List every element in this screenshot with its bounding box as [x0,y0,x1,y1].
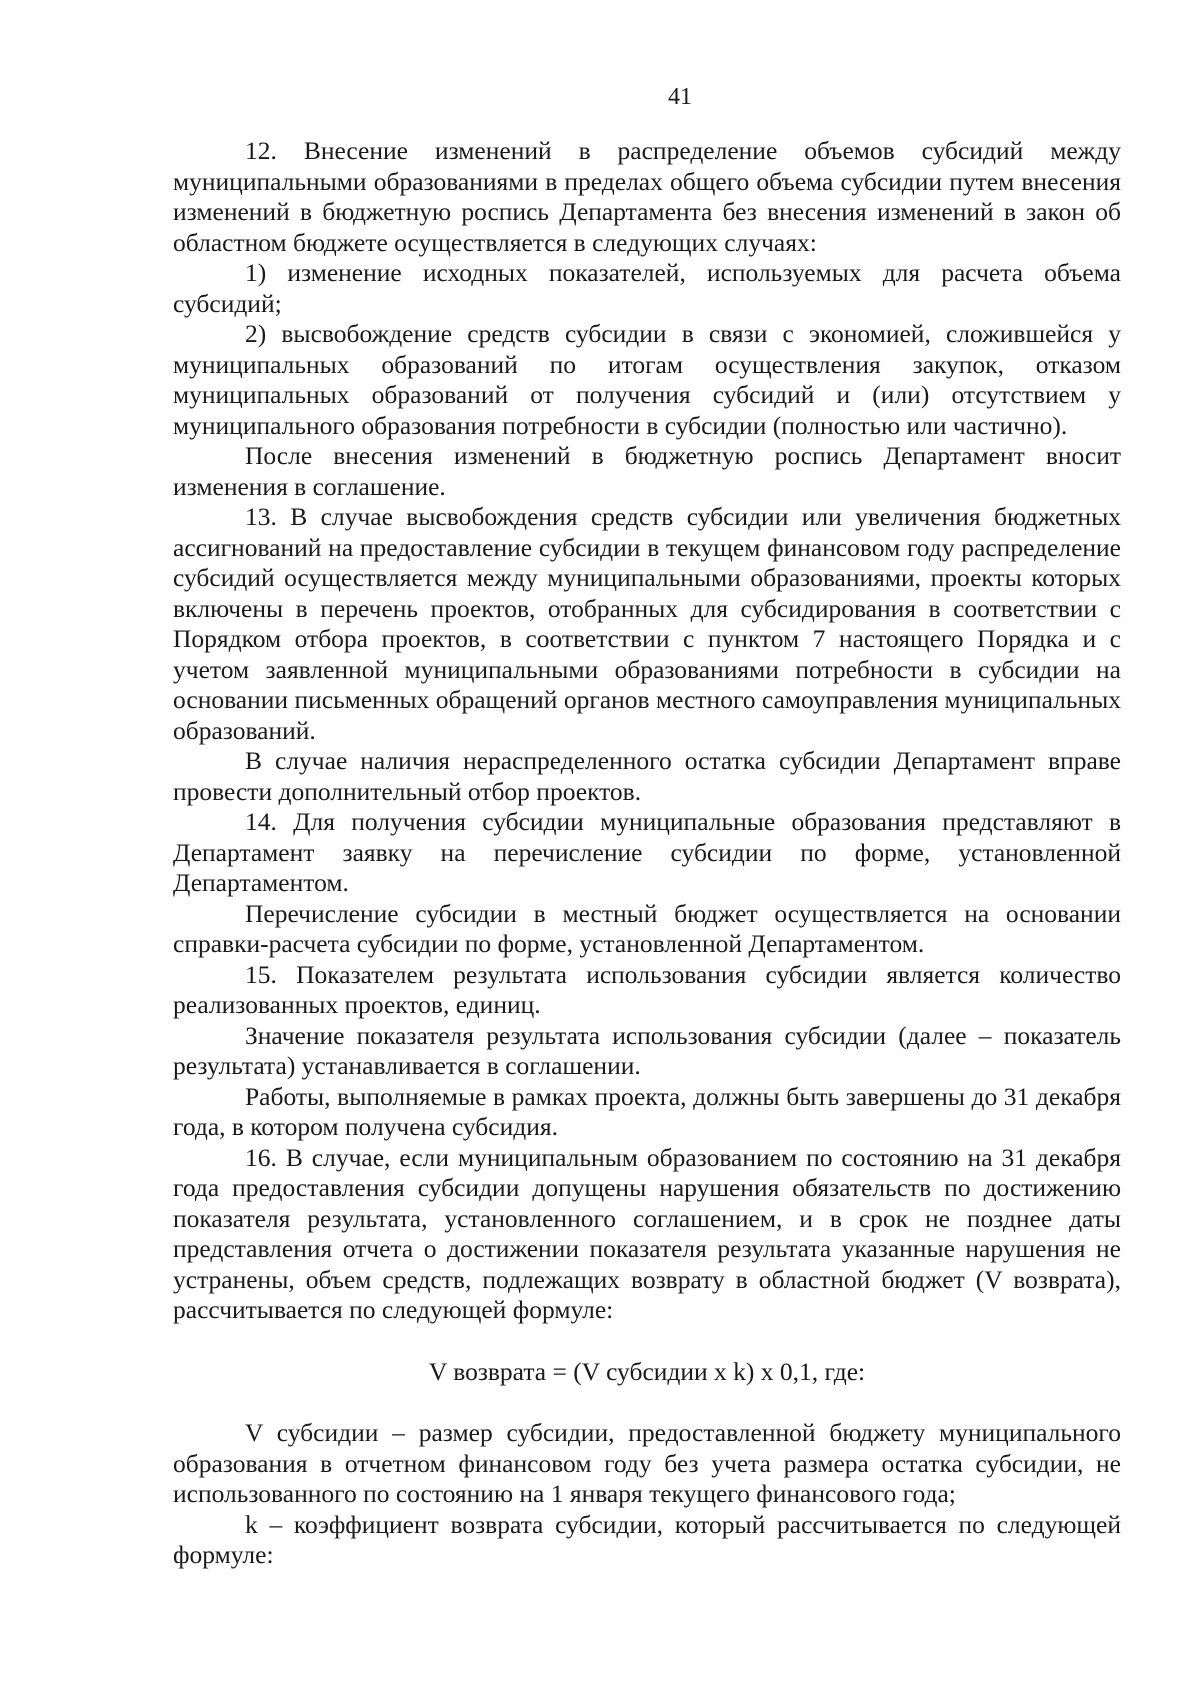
paragraph-15-note-2: Работы, выполняемые в рамках проекта, должны быть завершены до 31 декабря года, в котором получена субсидия. [173,1081,1121,1141]
definition-v-subsidy: V субсидии – размер субсидии, предоставленной бюджету муниципального образования в отчетном финансовом году без учета размера остатка субсидии, не использованного по состоянию на 1 января текущего финансового года; [173,1418,1121,1508]
paragraph-12-item-2: 2) высвобождение средств субсидии в связи с экономией, сложившейся у муниципальных образований по итогам осуществления закупок, отказом муниципальных образований от получения субсидий и (или) отсутствием у муниципального образования потребности в субсидии (полностью или частично). [173,319,1121,440]
paragraph-12-note: После внесения изменений в бюджетную роспись Департамент вносит изменения в соглашение. [173,441,1121,501]
document-body [173,136,1121,1571]
page-number: 41 [668,84,692,110]
paragraph-13-note: В случае наличия нераспределенного остатка субсидии Департамент вправе провести дополнительный отбор проектов. [173,746,1121,806]
paragraph-15: 15. Показателем результата использования субсидии является количество реализованных проектов, единиц. [173,959,1121,1019]
paragraph-13: 13. В случае высвобождения средств субсидии или увеличения бюджетных ассигнований на предоставление субсидии в текущем финансовом году распределение субсидий осуществляется между муниципальными образованиями, проекты которых включены в перечень проектов, отобранных для субсидирования в соответствии с Порядком отбора проектов, в соответствии с пунктом 7 настоящего Порядка и с учетом заявленной муниципальными образованиями потребности в субсидии на основании письменных обращений органов местного самоуправления муниципальных образований. [173,502,1121,745]
paragraph-14-note: Перечисление субсидии в местный бюджет осуществляется на основании справки-расчета субсидии по форме, установленной Департаментом. [173,898,1121,958]
definition-k: k – коэффициент возврата субсидии, который рассчитывается по следующей формуле: [173,1509,1121,1569]
formula: V возврата = (V субсидии x k) x 0,1, где: [428,1356,866,1386]
paragraph-16: 16. В случае, если муниципальным образованием по состоянию на 31 декабря года предоставления субсидии допущены нарушения обязательств по достижению показателя результата, установленного соглашением, и в срок не позднее даты представления отчета о достижении показателя результата указанные нарушения не устранены, объем средств, подлежащих возврату в областной бюджет (V возврата), рассчитывается по следующей формуле: [173,1142,1121,1324]
paragraph-12-item-1: 1) изменение исходных показателей, используемых для расчета объема субсидий; [173,258,1121,318]
paragraph-12: 12. Внесение изменений в распределение объемов субсидий между муниципальными образованиями в пределах общего объема субсидии путем внесения изменений в бюджетную роспись Департамента без внесения изменений в закон об областном бюджете осуществляется в следующих случаях: [173,136,1121,257]
paragraph-14: 14. Для получения субсидии муниципальные образования представляют в Департамент заявку на перечисление субсидии по форме, установленной Департаментом. [173,807,1121,897]
paragraph-15-note-1: Значение показателя результата использования субсидии (далее – показатель результата) устанавливается в соглашении. [173,1020,1121,1080]
